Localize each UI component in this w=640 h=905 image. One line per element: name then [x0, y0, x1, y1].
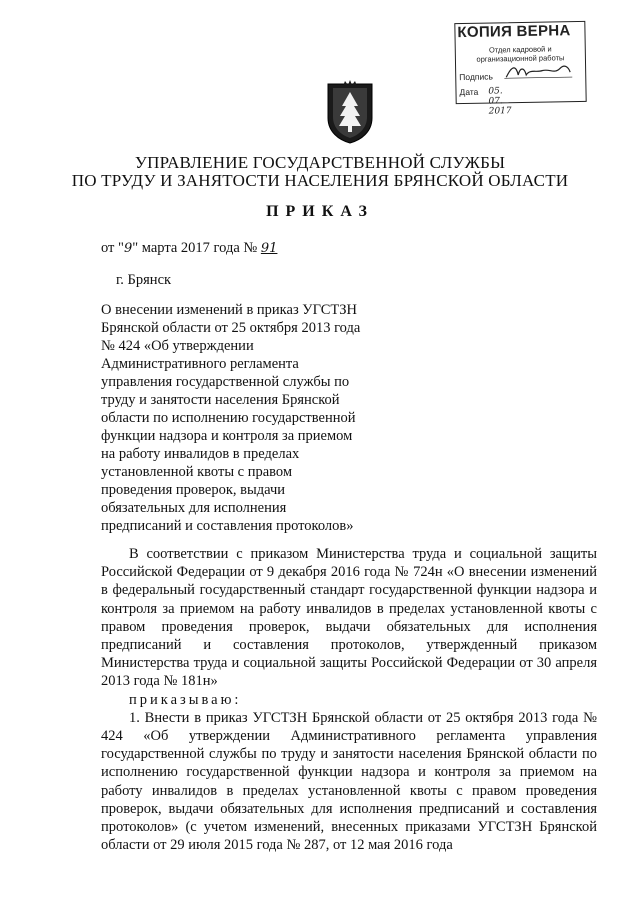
order-subject — [101, 301, 360, 535]
stamp-department — [456, 44, 585, 64]
order-city: г. Брянск — [116, 272, 172, 288]
order-title: ПРИКАЗ — [266, 203, 374, 220]
subject-line: управления государственной службы по — [101, 374, 350, 390]
order-date-suffix: " марта 2017 года № — [132, 240, 258, 256]
order-number: 91 — [260, 241, 278, 256]
subject-line: обязательных для исполнения — [101, 500, 287, 516]
order-day: 9 — [123, 241, 133, 256]
order-directive: приказываю: — [129, 691, 242, 708]
agency-name-line1: УПРАВЛЕНИЕ ГОСУДАРСТВЕННОЙ СЛУЖБЫ — [134, 153, 506, 172]
stamp-title: КОПИЯ ВЕРНА — [457, 22, 571, 42]
stamp-signature-label: Подпись — [459, 71, 493, 83]
subject-line: установленной квоты с правом — [101, 464, 293, 480]
handwritten-signature — [504, 62, 574, 81]
subject-line: О внесении изменений в приказ УГСТЗН — [101, 302, 358, 318]
order-date-line — [101, 240, 277, 257]
subject-line: функции надзора и контроля за приемом — [101, 428, 353, 444]
subject-line: предписаний и составления протоколов» — [101, 518, 354, 534]
copy-certified-stamp — [454, 21, 586, 117]
stamp-dept-line2: организационной работы — [476, 53, 565, 64]
subject-line: Брянской области от 25 октября 2013 года — [101, 320, 361, 336]
order-date-prefix: от " — [101, 240, 124, 256]
subject-line: труду и занятости населения Брянской — [101, 392, 340, 408]
item-1-paragraph: 1. Внести в приказ УГСТЗН Брянской области от 25 октября 2013 года № 424 «Об утверждении Административного регламента управления государственной службы по труду и занятости населения Брянской области по исполнению государственной функции надзора и контроля за приемом на работу инвалидов в пределах установленной квоты с правом проведения проверок, выдачи обязательных для исполнения предписаний и составления протоколов» (с учетом изменений, внесенных приказами УГСТЗН Брянской области от 29 июля 2015 года № 287, от 12 мая 2016 года — [101, 709, 597, 854]
subject-line: на работу инвалидов в пределах — [101, 446, 300, 462]
subject-line: области по исполнению государственной — [101, 410, 356, 426]
subject-line: № 424 «Об утверждении — [101, 338, 254, 354]
stamp-dept-line1: Отдел кадровой и — [488, 44, 552, 55]
preamble-paragraph: В соответствии с приказом Министерства труда и социальной защиты Российской Федерации от 9 декабря 2016 года № 724н «О внесении изменений в федеральный государственный стандарт государственной функции надзора и контроля за приемом на работу инвалидов в пределах установленной квоты с правом проведения проверок, выдачи обязательных для исполнения предписаний и составления протоколов, утвержденный приказом Министерства труда и социальной защиты Российской Федерации от 30 апреля 2013 года № 181н» — [101, 546, 597, 690]
agency-name-line2: ПО ТРУДУ И ЗАНЯТОСТИ НАСЕЛЕНИЯ БРЯНСКОЙ ОБЛАСТИ — [71, 171, 569, 190]
subject-line: проведения проверок, выдачи — [101, 482, 286, 498]
bryansk-coat-of-arms — [325, 80, 375, 144]
stamp-date-label: Дата — [459, 86, 479, 98]
stamp-date-row — [459, 86, 512, 117]
subject-line: Административного регламента — [101, 356, 299, 372]
order-body — [101, 545, 597, 854]
stamp-handwritten-date: 05. 07. 2017 — [488, 86, 512, 117]
stamp-signature-row — [459, 71, 493, 82]
